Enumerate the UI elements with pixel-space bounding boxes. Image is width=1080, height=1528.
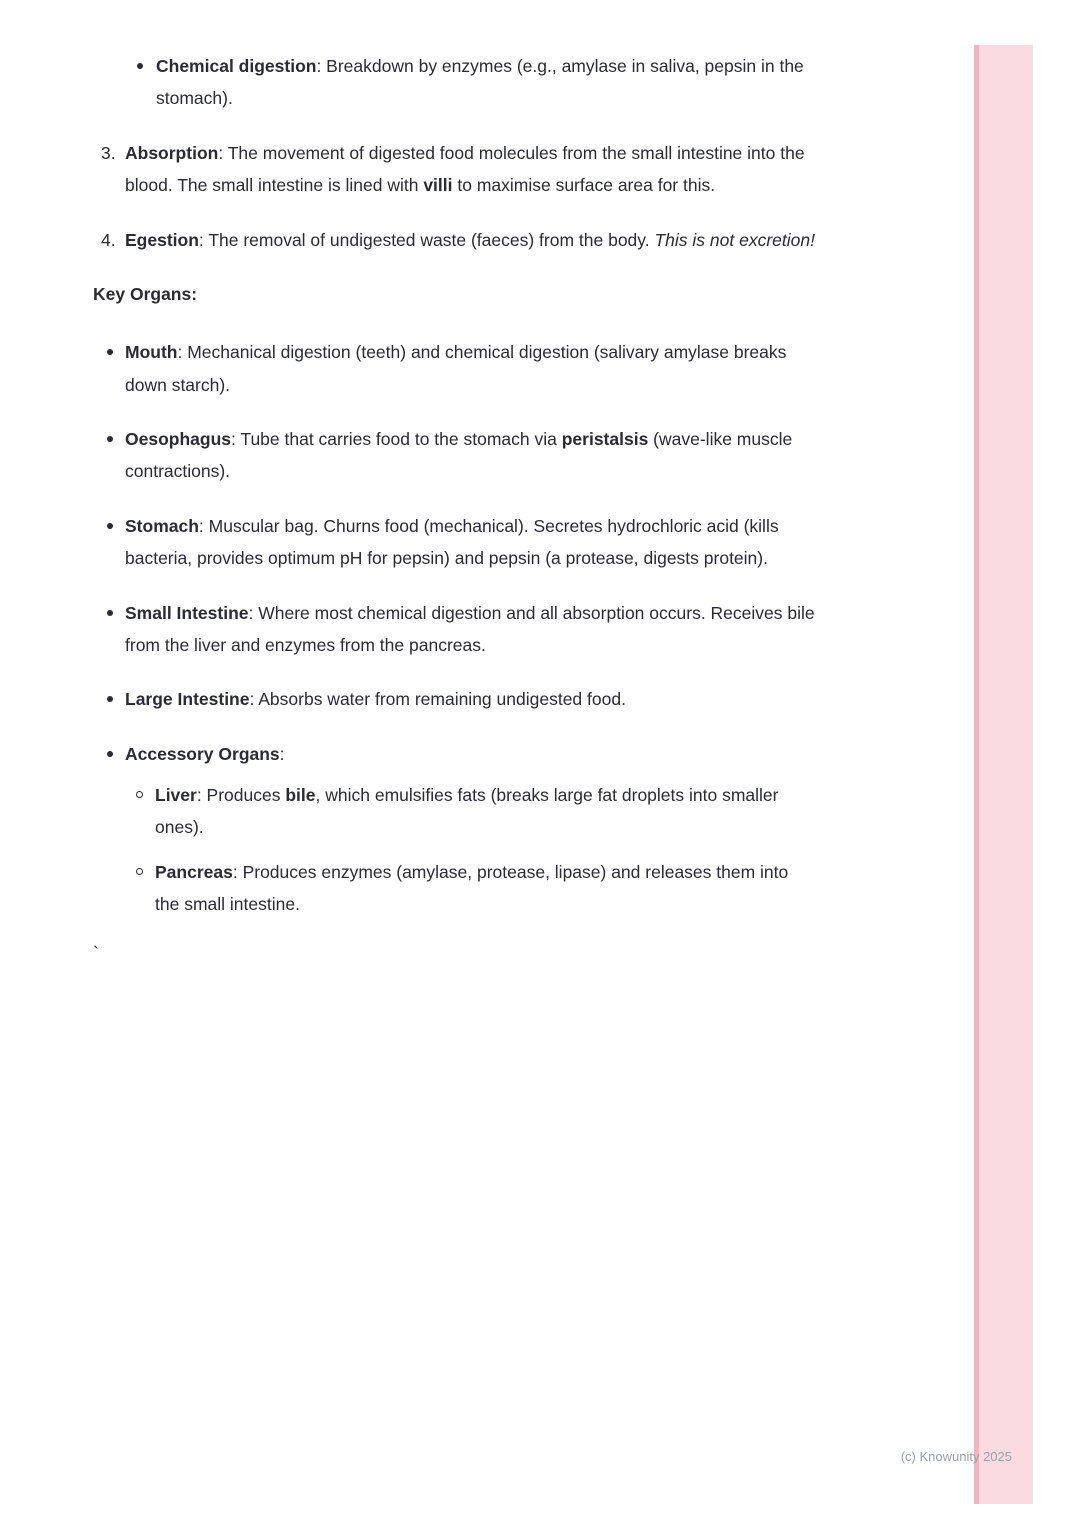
bullet-disc-icon <box>107 436 113 442</box>
list-item-text: Stomach: Muscular bag. Churns food (mechanical). Secretes hydrochloric acid (kills bacteria, provides optimum pH for pepsin) and pepsin (a protease, digests protein). <box>125 515 779 569</box>
list-item-text: Large Intestine: Absorbs water from remaining undigested food. <box>125 689 626 710</box>
bullet-disc-icon <box>107 751 113 757</box>
list-number: 4. <box>101 229 116 250</box>
list-item-oesophagus <box>93 423 893 488</box>
bullet-disc-icon <box>107 610 113 616</box>
list-item-mouth <box>93 336 893 401</box>
section-heading-key-organs: Key Organs: <box>93 283 198 304</box>
list-item-stomach <box>93 510 893 575</box>
list-item-text: Oesophagus: Tube that carries food to the stomach via peristalsis (wave-like muscle contractions). <box>125 429 793 482</box>
list-item-text: Chemical digestion: Breakdown by enzymes (e.g., amylase in saliva, pepsin in the stomach). <box>156 56 804 109</box>
list-item-text: Pancreas: Produces enzymes (amylase, protease, lipase) and releases them into the small intestine. <box>155 861 789 915</box>
bullet-disc-icon <box>107 523 113 529</box>
list-item-accessory-organs <box>93 738 893 770</box>
list-item-text: Absorption: The movement of digested food molecules from the small intestine into the blood. The small intestine is lined with villi to maximise surface area for this. <box>125 142 805 196</box>
list-item-pancreas <box>93 856 893 921</box>
bullet-disc-icon <box>137 63 143 69</box>
page-footer-copyright: (c) Knowunity 2025 <box>900 1449 1012 1464</box>
bullet-disc-icon <box>107 349 113 355</box>
list-number: 3. <box>101 142 116 163</box>
bullet-circle-icon <box>136 791 143 798</box>
list-item-absorption <box>93 137 893 202</box>
list-item-text: Egestion: The removal of undigested waste (faeces) from the body. This is not excretion! <box>125 229 815 250</box>
list-item-small-intestine <box>93 597 893 662</box>
list-item-large-intestine <box>93 683 893 715</box>
list-item-chemical-digestion <box>93 50 893 115</box>
list-item-liver <box>93 779 893 844</box>
accessory-organs-sublist <box>93 779 893 921</box>
list-item-text: Mouth: Mechanical digestion (teeth) and chemical digestion (salivary amylase breaks down starch). <box>125 342 787 395</box>
list-item-text: Accessory Organs: <box>125 743 285 764</box>
document-content <box>93 50 893 969</box>
list-item-text: Liver: Produces bile, which emulsifies fats (breaks large fat droplets into smaller ones). <box>155 785 779 838</box>
list-item-text: Small Intestine: Where most chemical digestion and all absorption occurs. Receives bile from the liver and enzymes from the pancreas. <box>125 602 815 655</box>
bullet-circle-icon <box>136 868 143 875</box>
pink-margin-stripe <box>979 45 1033 1504</box>
list-item-egestion <box>93 224 893 256</box>
bullet-disc-icon <box>107 696 113 702</box>
stray-backtick: ` <box>93 942 99 963</box>
